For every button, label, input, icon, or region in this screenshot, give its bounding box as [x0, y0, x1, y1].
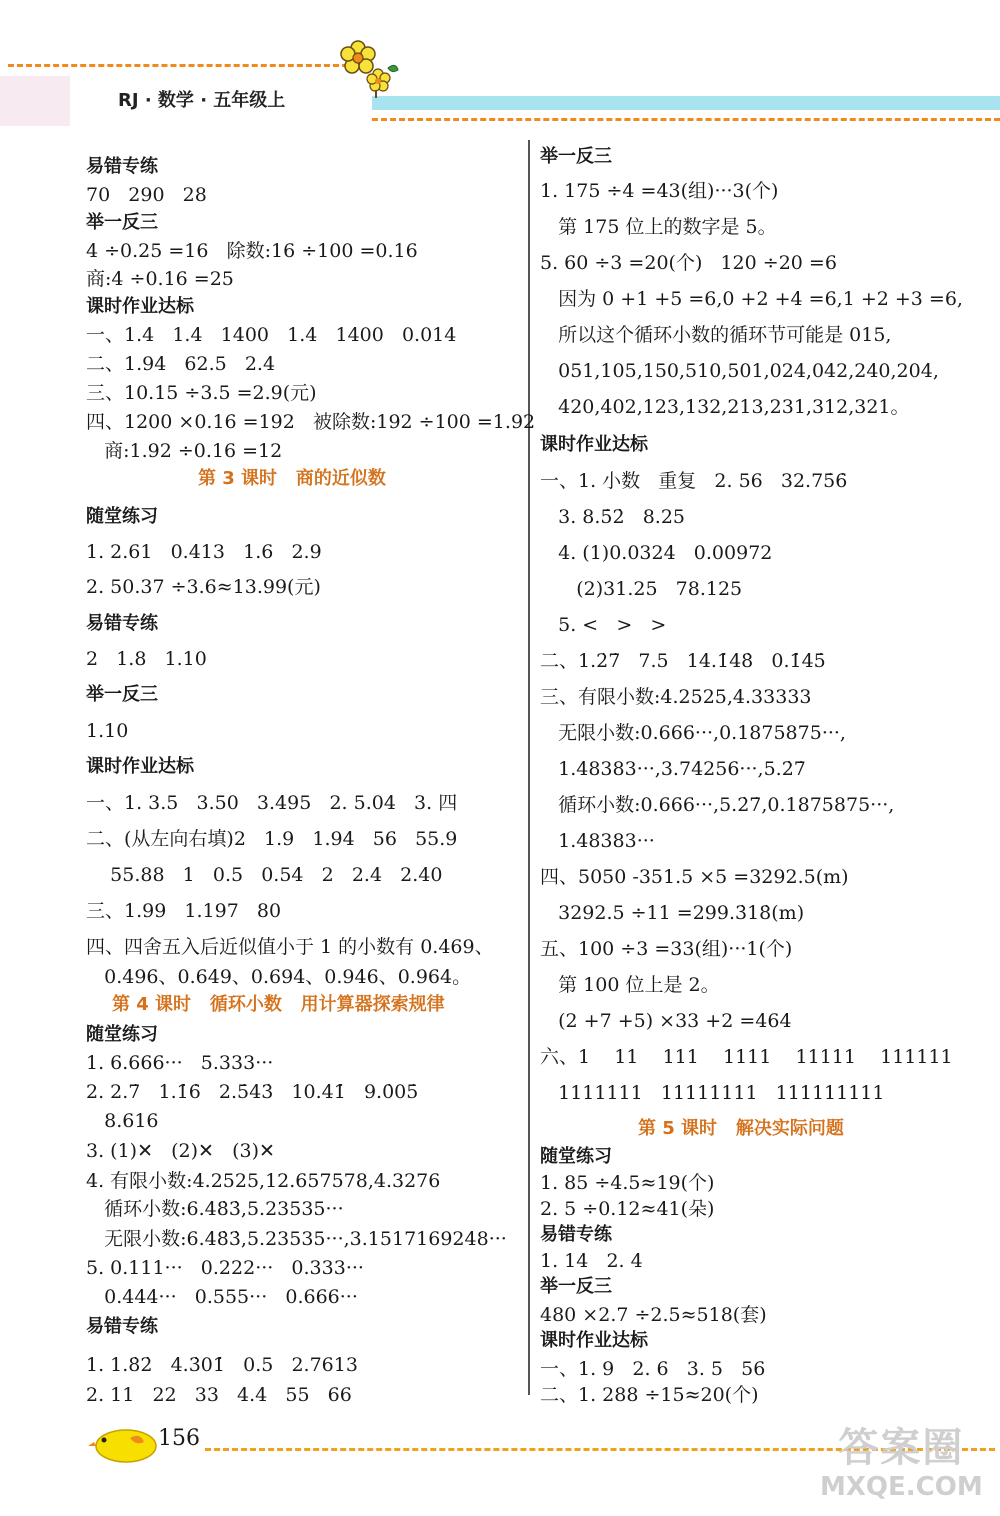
answer-line: 1.48383···,3.74256···,5.2̇7̇	[540, 758, 806, 780]
answer-line: 四、5050 -351.5 ×5 =3292.5(m)	[540, 866, 849, 888]
answer-line: 六、1 11 111 1111 11111 111111	[540, 1046, 953, 1068]
answer-line: 1. 14 2. 4	[540, 1250, 643, 1272]
answer-line: 二、1.94 62.5 2.4	[86, 353, 276, 375]
answer-line: 0.444··· 0.555··· 0.666···	[86, 1286, 358, 1308]
answer-line: 无限小数:0.666···,0.1875875···,	[540, 722, 846, 744]
column-divider	[528, 140, 530, 1395]
header-dashed-line-right	[372, 118, 1000, 121]
flower-icon	[340, 38, 400, 100]
answer-line: 第 175 位上的数字是 5。	[540, 216, 777, 238]
page-number: 156	[158, 1426, 200, 1451]
lesson-title: 第 3 课时 商的近似数	[198, 468, 386, 489]
section-heading: 课时作业达标	[86, 756, 194, 777]
answer-line: 4 ÷0.25 =16 除数:16 ÷100 =0.16	[86, 240, 418, 262]
answer-line: 1.48383···	[540, 830, 655, 852]
section-heading: 易错专练	[86, 1316, 158, 1337]
lesson-title: 第 5 课时 解决实际问题	[638, 1118, 844, 1139]
answer-line: 一、1.4 1.4 1400 1.4 1400 0.014	[86, 324, 457, 346]
answer-line: 480 ×2.7 ÷2.5≈518(套)	[540, 1304, 767, 1326]
section-heading: 课时作业达标	[540, 1330, 648, 1351]
answer-line: 3292.5 ÷11 =299.3̇18̇(m)	[540, 902, 805, 924]
answer-line: 因为 0 +1 +5 =6,0 +2 +4 =6,1 +2 +3 =6,	[540, 288, 963, 310]
section-heading: 举一反三	[86, 212, 158, 233]
answer-line: 8.616	[86, 1110, 159, 1132]
header-title: RJ · 数学 · 五年级上	[118, 90, 286, 111]
answer-line: 一、1. 3.5 3.50 3.495 2. 5.04 3. 四	[86, 792, 458, 814]
answer-line: 1. 1.8̇2̇ 4.3̇01̇ 0.5 2.7613	[86, 1354, 358, 1376]
answer-line: 无限小数:6.48̇3̇,5.23535···,3.1517169248···	[86, 1228, 507, 1250]
answer-line: 商:4 ÷0.16 =25	[86, 268, 234, 290]
answer-line: 0.496、0.649、0.694、0.946、0.964。	[86, 966, 472, 988]
answer-line: 二、(从左向右填)2 1.9 1.94 56 55.9	[86, 828, 458, 850]
watermark-logo-text: 答案圈	[838, 1425, 965, 1471]
header-dashed-line	[8, 64, 348, 67]
answer-line: 三、有限小数:4.2525,4.33333	[540, 686, 812, 708]
section-heading: 随堂练习	[86, 1024, 158, 1045]
answer-line: 420,402,123,132,213,231,312,321。	[540, 396, 910, 418]
answer-line: 所以这个循环小数的循环节可能是 015,	[540, 324, 892, 346]
answer-line: 第 100 位上是 2。	[540, 974, 720, 996]
section-heading: 举一反三	[540, 146, 612, 167]
answer-line: 1. 175 ÷4 =43(组)···3(个)	[540, 180, 779, 202]
answer-line: 1. 85 ÷4.5≈19(个)	[540, 1172, 715, 1194]
answer-line: 5. < > >	[540, 614, 667, 636]
answer-line: 1.10	[86, 720, 129, 742]
section-heading: 易错专练	[86, 613, 158, 634]
answer-line: 一、1. 9 2. 6 3. 5 56	[540, 1358, 766, 1380]
answer-line: 70 290 28	[86, 184, 207, 206]
header-decoration	[0, 76, 70, 126]
answer-line: 商:1.92 ÷0.16 =12	[86, 440, 283, 462]
answer-line: 四、1200 ×0.16 =192 被除数:192 ÷100 =1.92	[86, 411, 536, 433]
answer-line: 1111111 11111111 111111111	[540, 1082, 885, 1104]
answer-line: 二、1. 288 ÷15≈20(个)	[540, 1384, 759, 1406]
answer-line: 四、四舍五入后近似值小于 1 的小数有 0.469、	[86, 936, 494, 958]
section-heading: 易错专练	[86, 156, 158, 177]
section-heading: 课时作业达标	[86, 296, 194, 317]
answer-line: 2. 5 ÷0.12≈41(朵)	[540, 1198, 715, 1220]
answer-line: 3. 8.5̇2̇ 8.25	[540, 506, 686, 528]
answer-line: 5. 0.111··· 0.222··· 0.333···	[86, 1257, 364, 1279]
answer-line: 二、1.2̇7̇ 7.5 14.1̇48̇ 0.1̇45̇	[540, 650, 826, 672]
answer-line: 4. (1)0.0324 0.00972	[540, 542, 773, 564]
answer-line: 051,105,150,510,501,024,042,240,204,	[540, 360, 939, 382]
answer-line: 2 1.8 1.10	[86, 648, 207, 670]
answer-line: 三、10.15 ÷3.5 =2.9(元)	[86, 382, 317, 404]
section-heading: 易错专练	[540, 1224, 612, 1245]
answer-line: 2. 11 22 33 4.4 55 66	[86, 1384, 352, 1406]
section-heading: 课时作业达标	[540, 434, 648, 455]
answer-line: (2 +7 +5) ×33 +2 =464	[540, 1010, 792, 1032]
answer-line: 循环小数:0.666···,5.2̇7̇,0.1875875···,	[540, 794, 895, 816]
answer-line: 循环小数:6.48̇3̇,5.23535···	[86, 1198, 344, 1220]
lesson-title: 第 4 课时 循环小数 用计算器探索规律	[112, 994, 445, 1015]
answer-line: 三、1.99 1.197 80	[86, 900, 282, 922]
chick-icon	[86, 1418, 158, 1464]
answer-line: 55.88 1 0.5 0.54 2 2.4 2.40	[86, 864, 443, 886]
answer-line: 4. 有限小数:4.2525,12.657578,4.3276	[86, 1170, 441, 1192]
site-watermark	[820, 1425, 983, 1502]
answer-line: 五、100 ÷3 =33(组)···1(个)	[540, 938, 793, 960]
answer-line: (2)31.25 78.125	[540, 578, 743, 600]
section-heading: 举一反三	[540, 1276, 612, 1297]
section-heading: 举一反三	[86, 684, 158, 705]
page-header	[0, 0, 1000, 135]
watermark-url: MXQE.COM	[820, 1472, 983, 1502]
answer-line: 2. 2.7̇ 1.1̇6̇ 2.5̇43̇ 10.41̇ 9.0̇05̇	[86, 1081, 419, 1103]
answer-line: 1. 2.61 0.413 1.6 2.9	[86, 541, 322, 563]
answer-line: 3. (1)✕ (2)✕ (3)✕	[86, 1140, 275, 1162]
answer-line: 一、1. 小数 重复 2. 56 32.75̇6̇	[540, 470, 848, 492]
answer-line: 2. 50.37 ÷3.6≈13.99(元)	[86, 576, 321, 598]
answer-line: 1. 6.666··· 5.333···	[86, 1052, 274, 1074]
header-blue-band	[372, 96, 1000, 110]
answer-line: 5. 60 ÷3 =20(个) 120 ÷20 =6	[540, 252, 837, 274]
section-heading: 随堂练习	[540, 1146, 612, 1167]
section-heading: 随堂练习	[86, 506, 158, 527]
